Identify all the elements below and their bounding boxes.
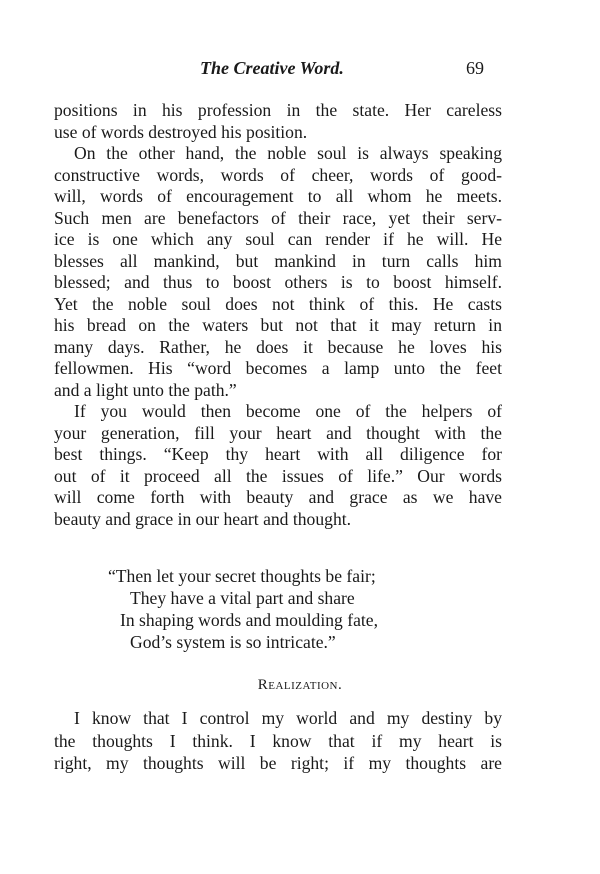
text-line: and a light unto the path.” [54, 379, 237, 400]
text-line: use of words destroyed his position. [54, 121, 308, 142]
text-line: your generation, fill your heart and thought with the [54, 422, 502, 443]
page-number: 69 [466, 58, 484, 78]
text-line: blesses all mankind, but mankind in turn calls him [54, 250, 502, 271]
text-line: right, my thoughts will be right; if my thoughts are [54, 753, 502, 773]
text-line: the thoughts I think. I know that if my heart is [54, 730, 502, 751]
text-line: ice is one which any soul can render if he will. He [54, 229, 502, 249]
text-line: out of it proceed all the issues of life.” Our words [54, 465, 502, 486]
text-line: beauty and grace in our heart and thought. [54, 508, 352, 529]
poem-line: God’s system is so intricate.” [130, 632, 336, 652]
text-line: positions in his profession in the state. Her careless [54, 100, 502, 120]
text-line: many days. Rather, he does it because he loves his [54, 336, 502, 357]
text-line: fellowmen. His “word becomes a lamp unto the feet [54, 358, 502, 378]
poem-line: They have a vital part and share [130, 588, 355, 608]
text-line: I know that I control my world and my destiny by [74, 708, 502, 728]
text-line: best things. “Keep thy heart with all diligence for [54, 444, 502, 464]
poem-line: “Then let your secret thoughts be fair; [108, 566, 376, 586]
text-line: Such men are benefactors of their race, yet their serv- [54, 207, 502, 228]
running-header: The Creative Word. [200, 58, 344, 78]
poem-line: In shaping words and moulding fate, [120, 610, 378, 630]
text-line: will, words of encouragement to all whom he meets. [54, 186, 502, 206]
text-line: On the other hand, the noble soul is always speaking [74, 143, 502, 163]
text-line: his bread on the waters but not that it may return in [54, 315, 502, 335]
text-line: constructive words, words of cheer, words of good- [54, 164, 502, 185]
text-line: will come forth with beauty and grace as we have [54, 487, 502, 507]
text-line: Yet the noble soul does not think of this. He casts [54, 293, 502, 314]
text-line: blessed; and thus to boost others is to boost himself. [54, 272, 502, 292]
text-line: If you would then become one of the helpers of [74, 401, 502, 421]
section-heading: Realization. [257, 677, 343, 693]
